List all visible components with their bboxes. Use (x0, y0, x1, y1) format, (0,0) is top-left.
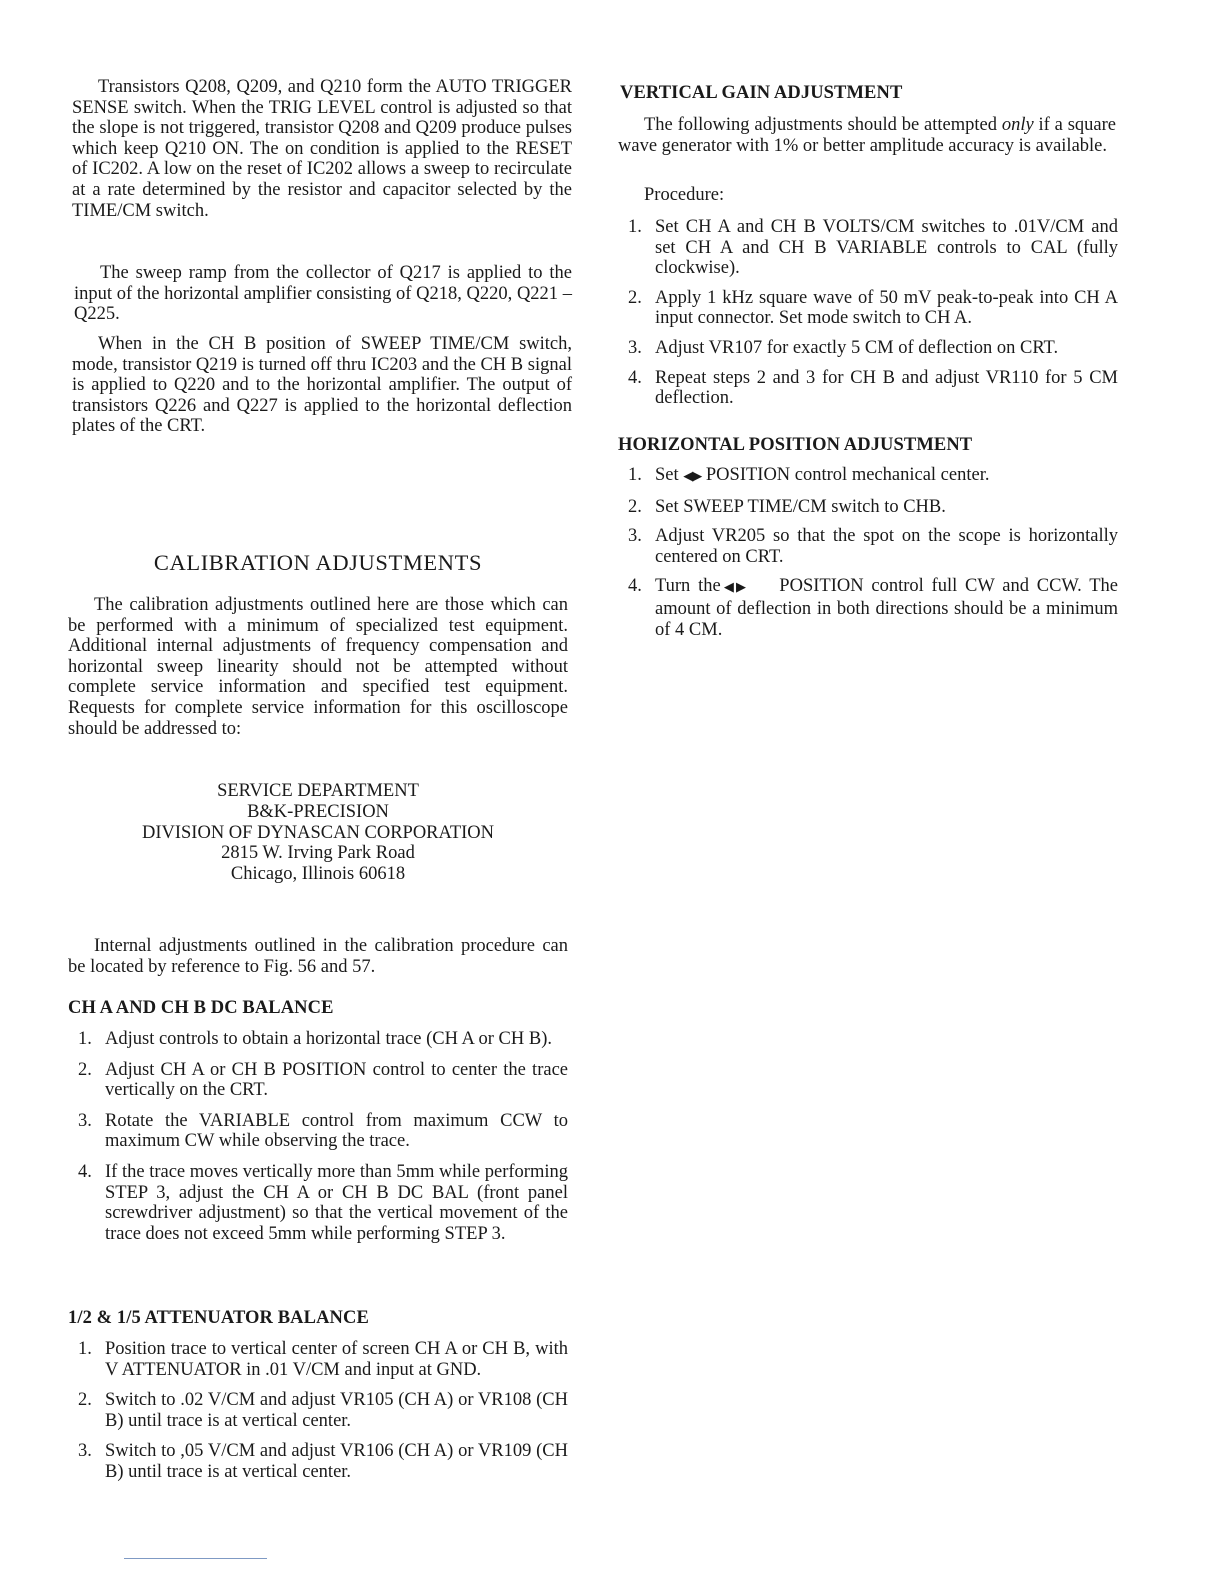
attenuator-balance-steps (68, 1339, 568, 1483)
vertical-gain-steps (618, 217, 1118, 409)
list-item: 3. Adjust VR107 for exactly 5 CM of deflection on CRT. (628, 337, 1059, 358)
list-item: 1. Adjust controls to obtain a horizontal trace (CH A or CH B). (78, 1029, 553, 1049)
paragraph-auto-trigger: Transistors Q208, Q209, and Q210 form the AUTO TRIGGER SENSE switch. When the TRIG LEVEL control is adjusted so that the slope is not triggered, transistor Q208 and Q209 produce pulses which keep Q210 ON. The on condition is applied to the RESET of IC202. A low on the reset of IC202 allows a sweep to recirculate at a rate determined by the resistor and capacitor selected by the TIME/CM switch. (72, 77, 572, 221)
list-item: 2. Switch to .02 V/CM and adjust VR105 (CH A) or VR108 (CH B) until trace is at vertical center. (78, 1390, 568, 1431)
address-line: 2815 W. Irving Park Road (221, 843, 415, 864)
list-item: 3. Switch to ,05 V/CM and adjust VR106 (CH A) or VR109 (CH B) until trace is at vertical center. (78, 1441, 568, 1482)
vertical-gain-heading: VERTICAL GAIN ADJUSTMENT (620, 83, 903, 103)
list-item: 2. Apply 1 kHz square wave of 50 mV peak-to-peak into CH A input connector. Set mode switch to CH A. (628, 287, 1118, 329)
dc-balance-heading: CH A AND CH B DC BALANCE (68, 998, 334, 1018)
internal-adjustments-note: Internal adjustments outlined in the calibration procedure can be located by reference to Fig. 56 and 57. (68, 936, 568, 977)
position-arrows-icon: ◀▶ (720, 580, 749, 596)
dc-balance-steps (68, 1029, 568, 1244)
list-item: 4. Turn the◀▶ POSITION control full CW and CCW. The amount of deflection in both directions should be a minimum of 4 CM. (628, 576, 1119, 640)
calibration-intro: The calibration adjustments outlined here are those which can be performed with a minimum of specialized test equipment. Additional internal adjustments of frequency compensation and horizontal sweep linearity should not be attempted without complete service information and specified test equipment. Requests for complete service information for this oscilloscope should be addressed to: (68, 595, 568, 739)
list-item: 2. Adjust CH A or CH B POSITION control to center the trace vertically on the CRT. (78, 1059, 568, 1101)
list-item: 3. Rotate the VARIABLE control from maximum CCW to maximum CW while observing the trace. (78, 1110, 568, 1152)
list-item: 1. Position trace to vertical center of screen CH A or CH B, with V ATTENUATOR in .01 V/CM and input at GND. (78, 1339, 568, 1380)
paragraph-sweep-ramp: The sweep ramp from the collector of Q217 is applied to the input of the horizontal amplifier consisting of Q218, Q220, Q221 – Q225. (74, 263, 572, 325)
procedure-label: Procedure: (644, 185, 725, 205)
address-line: DIVISION OF DYNASCAN CORPORATION (141, 822, 495, 843)
list-item: 2. Set SWEEP TIME/CM switch to CHB. (628, 496, 946, 517)
list-item: 4. Repeat steps 2 and 3 for CH B and adjust VR110 for 5 CM deflection. (628, 367, 1118, 409)
footnote-rule (124, 1558, 267, 1559)
horizontal-position-heading: HORIZONTAL POSITION ADJUSTMENT (618, 435, 973, 455)
paragraph-ch-b-position: When in the CH B position of SWEEP TIME/CM switch, mode, transistor Q219 is turned off thru IC203 and the CH B signal is applied to Q220 and to the horizontal amplifier. The output of transistors Q226 and Q227 is applied to the horizontal deflection plates of the CRT. (72, 334, 572, 437)
address-line: SERVICE DEPARTMENT (217, 781, 419, 801)
list-item: 1. Set CH A and CH B VOLTS/CM switches to .01V/CM and set CH A and CH B VARIABLE controls to CAL (fully clockwise). (628, 217, 1118, 279)
horizontal-position-steps (618, 465, 1118, 640)
attenuator-balance-heading: 1/2 & 1/5 ATTENUATOR BALANCE (68, 1308, 369, 1328)
address-line: Chicago, Illinois 60618 (230, 864, 406, 885)
vertical-gain-intro: The following adjustments should be attempted only if a square wave generator with 1% or better amplitude accuracy is available. (618, 115, 1117, 156)
calibration-title: CALIBRATION ADJUSTMENTS (153, 550, 483, 575)
position-arrows-icon: ◀▶ (683, 469, 702, 484)
address-line: B&K-PRECISION (247, 801, 389, 822)
list-item: 3. Adjust VR205 so that the spot on the scope is horizontally centered on CRT. (628, 526, 1118, 567)
service-address (68, 781, 568, 885)
list-item: 4. If the trace moves vertically more than 5mm while performing STEP 3, adjust the CH A or CH B DC BAL (front panel screwdriver adjustment) so that the vertical movement of the trace does not exceed 5mm while performing STEP 3. (78, 1161, 568, 1244)
list-item: 1. Set ◀▶ POSITION control mechanical center. (628, 465, 990, 485)
